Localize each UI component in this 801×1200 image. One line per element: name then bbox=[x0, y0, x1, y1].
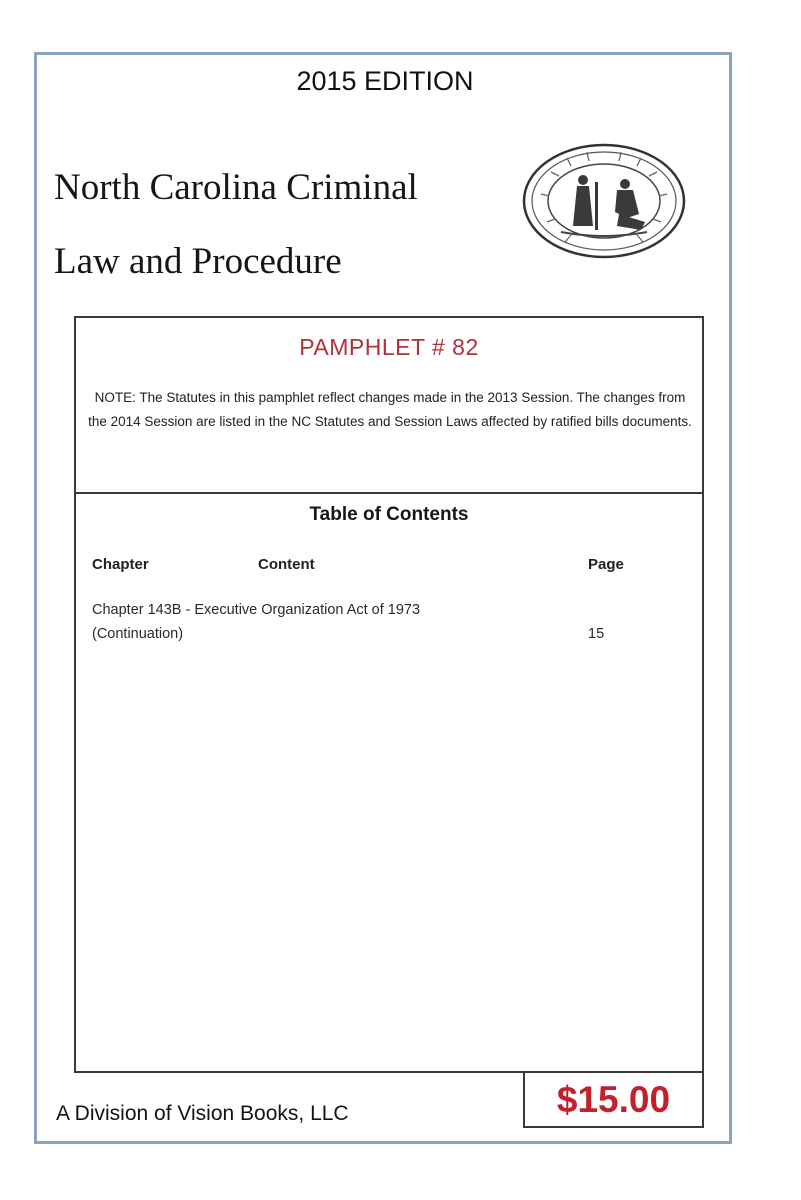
edition-label: 2015 EDITION bbox=[296, 66, 474, 96]
toc-row-chapter-line-1: Chapter 143B - Executive Organization Act of 1973 bbox=[92, 602, 421, 618]
note-section bbox=[76, 318, 702, 494]
price-label: $15.00 bbox=[556, 1078, 671, 1120]
toc-column-page: Page bbox=[588, 556, 624, 573]
toc-row-chapter-line-2: (Continuation) bbox=[92, 626, 184, 642]
toc-row-chapter bbox=[92, 598, 512, 646]
toc-column-content: Content bbox=[258, 556, 315, 573]
pamphlet-box bbox=[74, 316, 704, 1073]
state-seal-icon bbox=[521, 142, 687, 260]
book-title-line-1: North Carolina Criminal bbox=[54, 167, 418, 208]
pamphlet-number: PAMPHLET # 82 bbox=[299, 334, 479, 360]
book-title-line-2: Law and Procedure bbox=[54, 241, 342, 282]
pamphlet-note: NOTE: The Statutes in this pamphlet reflect changes made in the 2013 Session. The changes from the 2014 Session are listed in the NC Statutes and Session Laws affected by ratified bills documents. bbox=[88, 390, 692, 429]
toc-heading: Table of Contents bbox=[309, 504, 469, 525]
toc-row-page: 15 bbox=[588, 626, 605, 642]
price-box bbox=[523, 1071, 704, 1128]
publisher-label: A Division of Vision Books, LLC bbox=[56, 1102, 349, 1125]
toc-column-chapter: Chapter bbox=[92, 556, 149, 573]
